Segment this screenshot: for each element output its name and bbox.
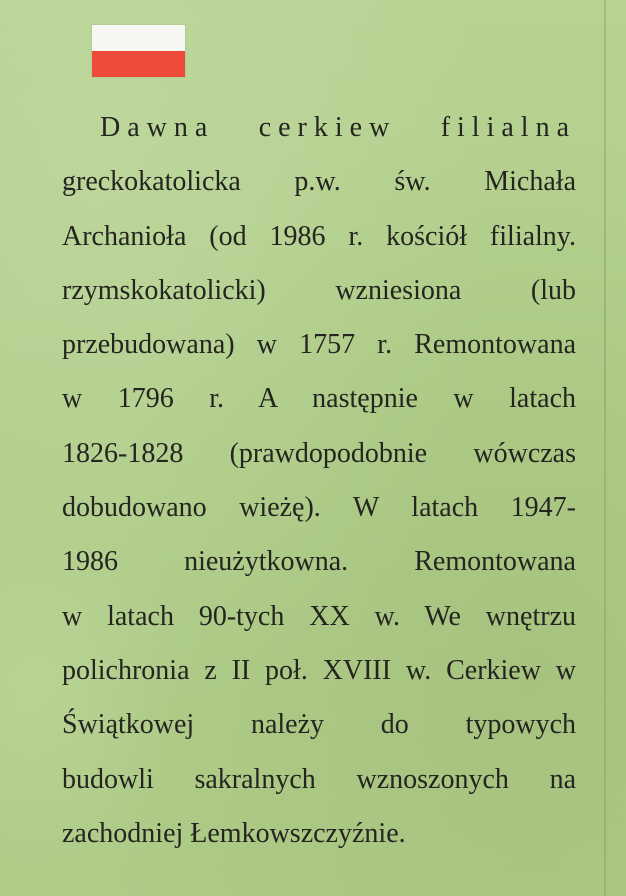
flag-white-stripe <box>92 25 185 51</box>
poland-flag-icon <box>92 25 185 77</box>
text-line-12: Świątkowej należy do typowych <box>62 709 576 741</box>
text-line-5: przebudowana) w 1757 r. Remontowana <box>62 329 576 361</box>
text-line-2: greckokatolicka p.w. św. Michała <box>62 166 576 198</box>
text-line-4: rzymskokatolicki) wzniesiona (lub <box>62 274 576 306</box>
text-line-8: dobudowano wieżę). W latach 1947- <box>62 492 576 524</box>
text-line-10: w latach 90-tych XX w. We wnętrzu <box>62 600 576 632</box>
text-line-11: polichronia z II poł. XVIII w. Cerkiew w <box>62 654 576 686</box>
text-line-13: budowli sakralnych wznoszonych na <box>62 763 576 795</box>
text-line-9: 1986 nieużytkowna. Remontowana <box>62 546 576 578</box>
flag-red-stripe <box>92 51 185 77</box>
sign-text-block <box>62 106 576 866</box>
text-line-6: w 1796 r. A następnie w latach <box>62 383 576 415</box>
text-line-3: Archanioła (od 1986 r. kościół filialny. <box>62 220 576 252</box>
text-line-1: Dawna cerkiew filialna <box>100 112 576 143</box>
sign-edge-divider <box>604 0 606 896</box>
text-line-14: zachodniej Łemkowszczyźnie. <box>62 817 406 849</box>
text-line-7: 1826-1828 (prawdopodobnie wówczas <box>62 437 576 469</box>
